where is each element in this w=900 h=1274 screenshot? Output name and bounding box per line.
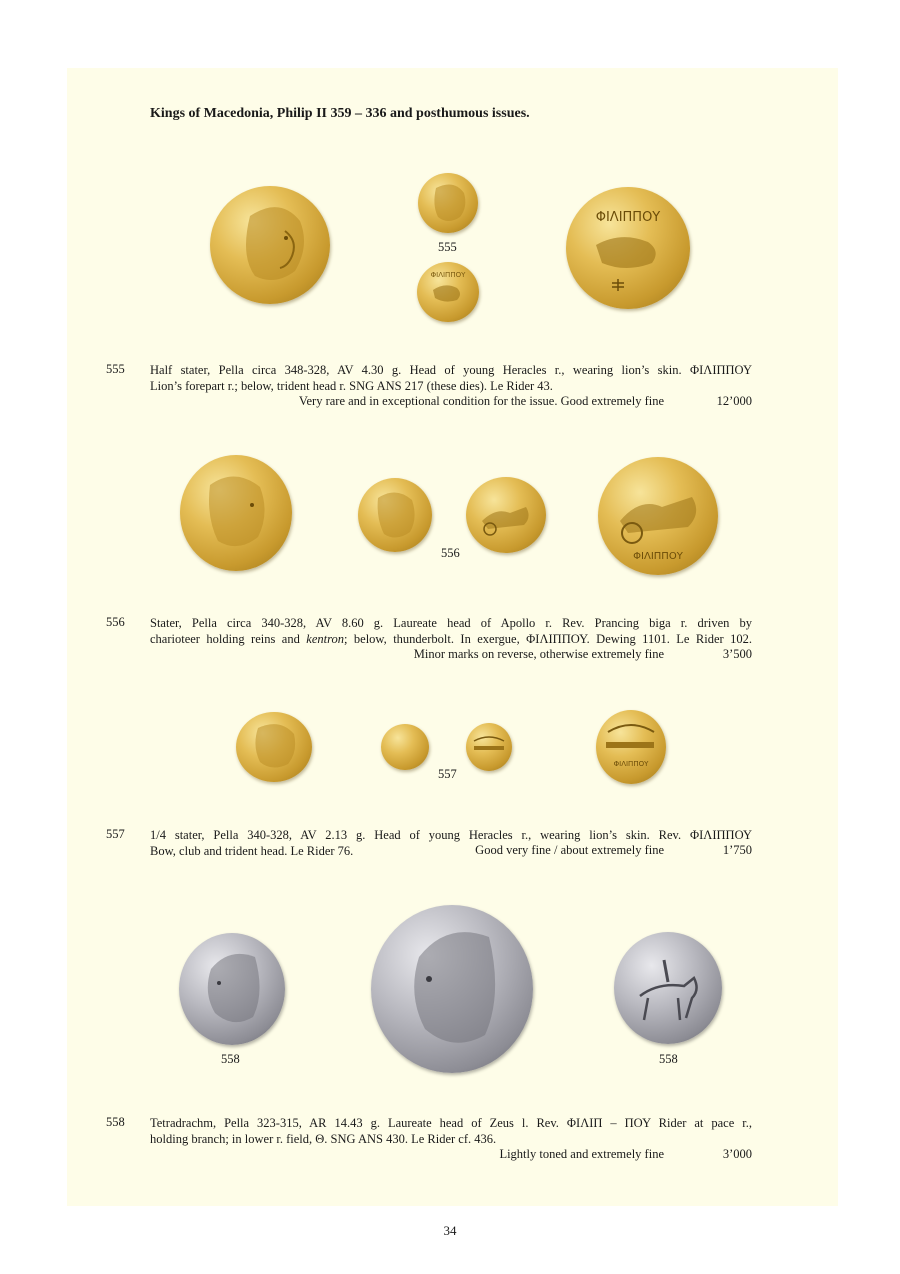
- coin-556-obverse: [358, 478, 432, 552]
- svg-text:ΦΙΛΙΠΠΟΥ: ΦΙΛΙΠΠΟΥ: [633, 551, 683, 562]
- svg-text:ΦΙΛΙΠΠΟΥ: ΦΙΛΙΠΠΟΥ: [613, 760, 649, 768]
- heracles-head-icon: [210, 186, 330, 304]
- lot-price: 3’000: [722, 1147, 752, 1161]
- coin-556-reverse: [466, 477, 546, 553]
- coin-556-enlarged-obverse: [180, 455, 292, 571]
- lot-grade-557: [475, 843, 752, 858]
- coin-557-reverse: [466, 723, 512, 771]
- coin-558-obverse: [179, 933, 285, 1045]
- zeus-head-icon: [371, 905, 533, 1073]
- lot-number-556: 556: [106, 615, 125, 629]
- grade-text: Minor marks on reverse, otherwise extremely fine: [413, 647, 664, 661]
- grade-text: Good very fine / about extremely fine: [475, 843, 664, 857]
- grade-text: Lightly toned and extremely fine: [499, 1147, 664, 1161]
- lot-grade-556: [414, 647, 752, 662]
- biga-chariot-icon: [598, 457, 718, 575]
- coin-557-enlarged-obverse: [236, 712, 312, 782]
- lot-number-555: 555: [106, 362, 125, 376]
- page-number: 34: [443, 1223, 457, 1238]
- lot-grade-555: [299, 394, 752, 409]
- apollo-head-icon: [358, 478, 432, 552]
- plate-label-556: 556: [441, 546, 460, 560]
- coin-555-reverse: [417, 262, 479, 322]
- lion-forepart-icon: [566, 187, 690, 309]
- svg-text:ΦΙΛΙΠΠΟΥ: ΦΙΛΙΠΠΟΥ: [595, 210, 661, 225]
- lot-number-557: 557: [106, 827, 125, 841]
- zeus-head-icon: [179, 933, 285, 1045]
- lot-description-558: Tetradrachm, Pella 323-315, AR 14.43 g. Laureate head of Zeus l. Rev. ΦΙΛΙΠ – ΠΟΥ Rider at pace r., holding branch; in lower r. field, Θ. SNG ANS 430. Le Rider cf. 436.: [150, 1116, 752, 1146]
- heracles-head-icon: [236, 712, 312, 782]
- coin-557-obverse: [381, 724, 429, 770]
- page-title: Kings of Macedonia, Philip II 359 – 336 and posthumous issues.: [150, 106, 530, 121]
- lot-description-557-line2: Bow, club and trident head. Le Rider 76.: [150, 844, 354, 858]
- lot-price: 3’500: [722, 647, 752, 661]
- biga-chariot-icon: [466, 477, 546, 553]
- lot-price: 1’750: [722, 843, 752, 857]
- lot-number-558: 558: [106, 1115, 125, 1129]
- coin-556-enlarged-reverse: [598, 457, 718, 575]
- grade-text: Very rare and in exceptional condition for the issue. Good extremely fine: [298, 394, 664, 408]
- coin-555-obverse: [418, 173, 478, 233]
- coin-557-enlarged-reverse: [596, 710, 666, 784]
- svg-text:ΦΙΛΙΠΠΟΥ: ΦΙΛΙΠΠΟΥ: [430, 271, 466, 279]
- coin-558-reverse: [614, 932, 722, 1044]
- coin-558-enlarged-obverse: [371, 905, 533, 1073]
- plate-label-555: 555: [438, 240, 457, 254]
- lot-description-557: 1/4 stater, Pella 340-328, AV 2.13 g. Head of young Heracles r., wearing lion’s skin. Rev. ΦΙΛΙΠΠΟΥ: [150, 828, 752, 842]
- lot-grade-558: [499, 1147, 752, 1162]
- plate-label-557: 557: [438, 767, 457, 781]
- lion-forepart-icon: [417, 262, 479, 322]
- lot-description-555: Half stater, Pella circa 348-328, AV 4.30 g. Head of young Heracles r., wearing lion’s skin. ΦΙΛΙΠΠΟΥ Lion’s forepart r.; below, trident head r. SNG ANS 217 (these dies). Le Rider 43.: [150, 363, 752, 393]
- heracles-head-icon: [418, 173, 478, 233]
- lot-price: 12’000: [716, 394, 752, 408]
- plate-label-558-right: 558: [659, 1052, 678, 1066]
- lot-description-556: Stater, Pella circa 340-328, AV 8.60 g. Laureate head of Apollo r. Rev. Prancing biga r. driven by charioteer holding reins and kentron; below, thunderbolt. In exergue, ΦΙΛΙΠΠΟΥ. Dewing 1101. Le Rider 102.: [150, 616, 752, 646]
- apollo-head-icon: [180, 455, 292, 571]
- horse-rider-icon: [614, 932, 722, 1044]
- bow-club-icon: [466, 723, 512, 771]
- plate-label-558-left: 558: [221, 1052, 240, 1066]
- coin-555-enlarged-reverse: [566, 187, 690, 309]
- bow-club-icon: [596, 710, 666, 784]
- coin-555-enlarged-obverse: [210, 186, 330, 304]
